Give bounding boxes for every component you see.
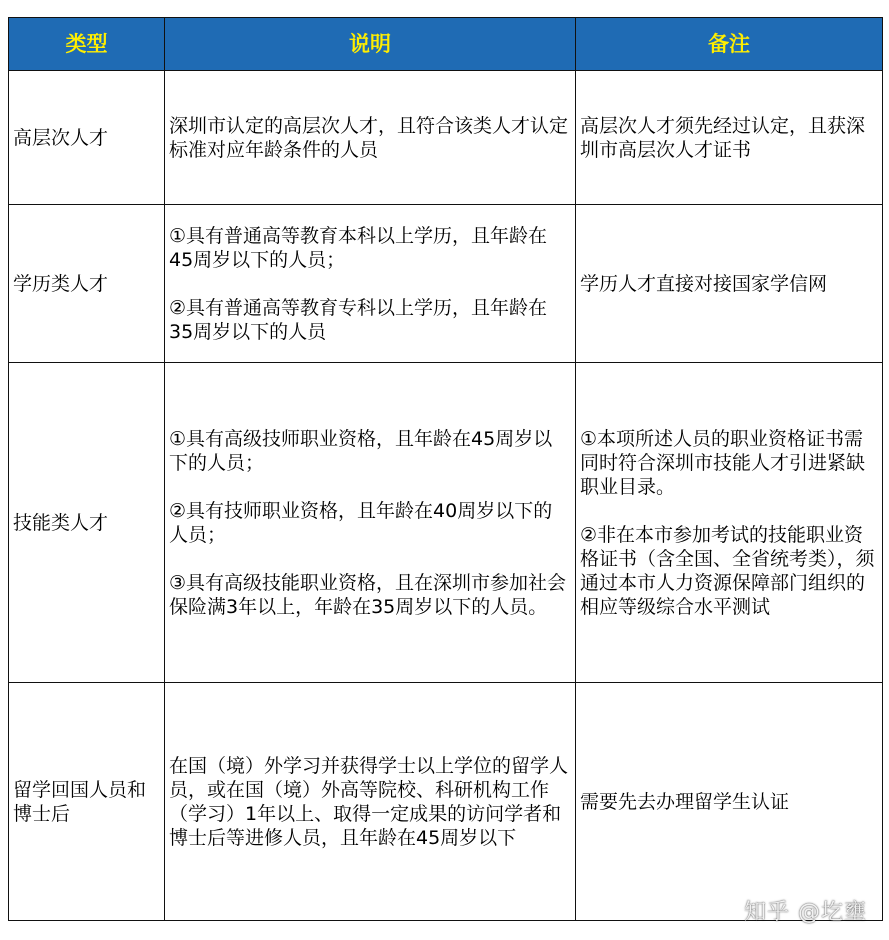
cell-type: 学历类人才 — [9, 205, 165, 363]
cell-description — [165, 205, 576, 363]
cell-note — [576, 363, 883, 683]
cell-type: 留学回国人员和博士后 — [9, 683, 165, 921]
cell-note — [576, 205, 883, 363]
note-paragraph: 需要先去办理留学生认证 — [580, 790, 790, 813]
cell-type: 高层次人才 — [9, 71, 165, 205]
cell-description — [165, 71, 576, 205]
table-header-row — [9, 18, 883, 71]
header-description: 说明 — [165, 18, 576, 71]
table-row — [9, 205, 883, 363]
description-paragraph: 在国（境）外学习并获得学士以上学位的留学人员，或在国（境）外高等院校、科研机构工作（学习）1年以上、取得一定成果的访问学者和博士后等进修人员，且年龄在45周岁以下 — [169, 754, 569, 849]
table-row — [9, 363, 883, 683]
cell-description — [165, 683, 576, 921]
note-paragraph: 高层次人才须先经过认定，且获深圳市高层次人才证书 — [580, 114, 866, 161]
description-paragraph: ②具有技师职业资格，且年龄在40周岁以下的人员； — [169, 499, 553, 546]
description-paragraph: ①具有普通高等教育本科以上学历，且年龄在45周岁以下的人员； — [169, 224, 548, 271]
table-row — [9, 71, 883, 205]
cell-note — [576, 71, 883, 205]
description-paragraph: ③具有高级技能职业资格，且在深圳市参加社会保险满3年以上，年龄在35周岁以下的人员。 — [169, 571, 567, 618]
cell-note — [576, 683, 883, 921]
note-paragraph: ①本项所述人员的职业资格证书需同时符合深圳市技能人才引进紧缺职业目录。 — [580, 427, 866, 498]
cell-type: 技能类人才 — [9, 363, 165, 683]
talent-category-table — [8, 17, 883, 921]
cell-description — [165, 363, 576, 683]
description-paragraph: ②具有普通高等教育专科以上学历，且年龄在35周岁以下的人员 — [169, 296, 548, 343]
header-type: 类型 — [9, 18, 165, 71]
note-paragraph: 学历人才直接对接国家学信网 — [580, 272, 828, 295]
table-row — [9, 683, 883, 921]
note-paragraph: ②非在本市参加考试的技能职业资格证书（含全国、全省统考类），须通过本市人力资源保障部门组织的相应等级综合水平测试 — [580, 523, 875, 618]
header-note: 备注 — [576, 18, 883, 71]
description-paragraph: 深圳市认定的高层次人才，且符合该类人才认定标准对应年龄条件的人员 — [169, 114, 569, 161]
zhihu-watermark: 知乎 @圪壅 — [744, 900, 867, 925]
description-paragraph: ①具有高级技师职业资格，且年龄在45周岁以下的人员； — [169, 427, 553, 474]
